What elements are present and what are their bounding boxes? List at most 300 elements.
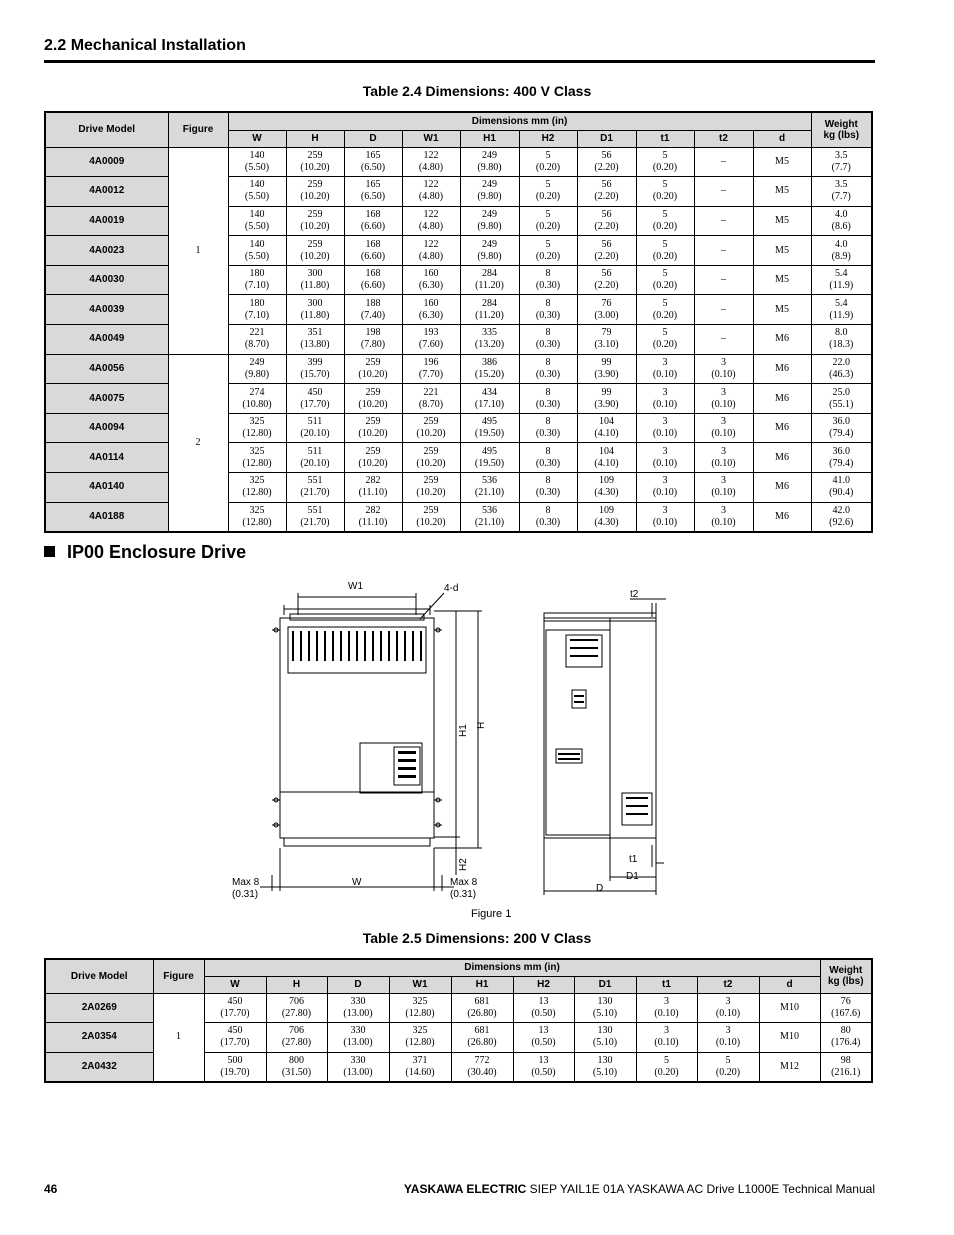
dimension-cell	[228, 177, 286, 207]
figure-cell: 1	[168, 147, 228, 354]
dimension-cell	[694, 265, 753, 295]
dimension-cell	[402, 443, 460, 473]
value-mm: 140	[249, 238, 265, 250]
value-in: (13.80)	[300, 339, 330, 351]
dimension-cell	[286, 354, 344, 384]
dimension-cell	[753, 473, 811, 503]
value-mm: 3	[725, 995, 731, 1007]
dimension-cell	[519, 236, 577, 266]
front-top-lip	[290, 614, 424, 620]
dimension-cell	[636, 147, 694, 177]
enclosure-drawing	[220, 575, 680, 905]
dimension-cell	[402, 413, 460, 443]
dimension-cell	[697, 1052, 759, 1082]
dimension-cell	[266, 993, 327, 1023]
value-in: (14.60)	[405, 1066, 435, 1078]
weight-cell	[811, 443, 872, 473]
value-mm: M10	[780, 1031, 799, 1043]
dimension-cell	[451, 1023, 513, 1053]
value-mm: 196	[423, 356, 439, 368]
weight-kg: 4.0	[835, 208, 848, 220]
dimension-cell	[460, 384, 519, 414]
weight-kg: 5.4	[835, 268, 848, 280]
value-in: (0.10)	[711, 398, 736, 410]
value-in: (10.20)	[358, 368, 388, 380]
value-mm: 5	[545, 238, 551, 250]
dimension-cell	[577, 177, 636, 207]
dimension-cell	[460, 265, 519, 295]
value-mm: 140	[249, 149, 265, 161]
value-mm: 681	[474, 1025, 490, 1037]
dimension-cell	[286, 325, 344, 355]
value-mm: 140	[249, 179, 265, 191]
value-in: (10.20)	[416, 516, 446, 528]
dimension-cell	[204, 1023, 266, 1053]
value-mm: 3	[662, 445, 668, 457]
weight-kg: 8.0	[835, 327, 848, 339]
value-mm: M5	[775, 155, 789, 167]
weight-lbs: (90.4)	[829, 487, 854, 499]
value-mm: M5	[775, 274, 789, 286]
dimension-cell	[344, 473, 402, 503]
col-header-dimensions: Dimensions mm (in)	[204, 959, 820, 976]
value-mm: –	[721, 244, 726, 256]
value-mm: 274	[249, 386, 265, 398]
dimension-cell	[694, 147, 753, 177]
col-header-h1: H1	[460, 130, 519, 147]
value-in: (30.40)	[467, 1066, 497, 1078]
value-mm: 122	[423, 208, 439, 220]
value-mm: 536	[482, 475, 497, 487]
dimension-cell	[344, 354, 402, 384]
footer-page-number: 46	[44, 1182, 58, 1196]
drive-model-cell: 4A0012	[45, 177, 168, 207]
value-in: (20.10)	[300, 428, 330, 440]
value-in: (10.80)	[242, 398, 272, 410]
drive-model-cell: 4A0056	[45, 354, 168, 384]
value-in: (0.10)	[715, 1007, 741, 1019]
value-mm: 180	[249, 268, 265, 280]
dimension-cell	[519, 354, 577, 384]
value-in: (12.80)	[405, 1007, 435, 1019]
dimension-cell	[636, 502, 694, 532]
dimension-cell	[694, 354, 753, 384]
value-in: (17.70)	[220, 1007, 250, 1019]
weight-lbs: (8.9)	[831, 250, 851, 262]
value-in: (0.50)	[531, 1037, 556, 1049]
value-mm: 8	[545, 356, 551, 368]
value-mm: 249	[249, 356, 265, 368]
value-mm: M6	[775, 451, 789, 463]
weight-cell	[811, 147, 872, 177]
value-in: (0.30)	[535, 428, 561, 440]
dimension-cell	[286, 177, 344, 207]
value-mm: 259	[307, 208, 323, 220]
dimension-cell	[519, 295, 577, 325]
value-mm: 3	[662, 356, 668, 368]
dimension-cell	[460, 236, 519, 266]
value-mm: –	[721, 185, 726, 197]
dimension-cell	[228, 384, 286, 414]
dimension-cell	[753, 236, 811, 266]
value-mm: 551	[307, 475, 323, 487]
value-mm: 259	[307, 149, 323, 161]
value-in: (11.80)	[300, 309, 330, 321]
value-mm: M6	[775, 392, 789, 404]
weight-lbs: (176.4)	[831, 1037, 861, 1049]
figure-cell: 1	[153, 993, 204, 1082]
value-mm: 325	[249, 475, 265, 487]
value-mm: 335	[482, 327, 497, 339]
value-mm: 259	[365, 386, 381, 398]
drive-model-cell: 4A0049	[45, 325, 168, 355]
value-mm: 551	[307, 504, 323, 516]
dimension-cell	[753, 147, 811, 177]
value-mm: 180	[249, 297, 265, 309]
section-heading: 2.2 Mechanical Installation	[44, 37, 246, 54]
value-mm: M6	[775, 362, 789, 374]
label-t2: t2	[630, 589, 639, 600]
value-in: (0.50)	[531, 1007, 556, 1019]
col-header-weight	[811, 112, 872, 147]
dimension-cell	[694, 325, 753, 355]
figure-caption: Figure 1	[471, 908, 512, 920]
weight-kg: 4.0	[835, 238, 848, 250]
dimension-cell	[519, 325, 577, 355]
value-in: (4.80)	[418, 191, 444, 203]
dimension-cell	[402, 384, 460, 414]
dimension-cell	[402, 295, 460, 325]
value-mm: 5	[662, 327, 668, 339]
table-200v-body	[45, 993, 872, 1082]
dimension-cell	[519, 502, 577, 532]
value-in: (7.70)	[418, 368, 444, 380]
drive-model-cell: 4A0140	[45, 473, 168, 503]
value-mm: 160	[423, 268, 439, 280]
weight-lbs: (92.6)	[829, 516, 854, 528]
value-in: (3.00)	[594, 309, 619, 321]
weight-cell	[820, 993, 872, 1023]
value-in: (27.80)	[281, 1007, 312, 1019]
label-w1: W1	[348, 581, 363, 592]
value-mm: 351	[307, 327, 323, 339]
dimension-cell	[577, 206, 636, 236]
weight-lbs: (55.1)	[829, 398, 854, 410]
value-mm: 99	[601, 356, 612, 368]
value-mm: 122	[423, 238, 439, 250]
value-mm: 3	[725, 1025, 731, 1037]
value-in: (0.30)	[535, 280, 561, 292]
value-mm: –	[721, 155, 726, 167]
weight-cell	[811, 206, 872, 236]
value-mm: 221	[249, 327, 265, 339]
col-header-dd: d	[759, 976, 820, 993]
value-in: (5.50)	[244, 220, 270, 232]
value-mm: 259	[423, 416, 439, 428]
value-mm: 13	[538, 995, 549, 1007]
value-mm: 3	[721, 416, 726, 428]
value-in: (0.10)	[711, 516, 736, 528]
square-bullet-icon	[44, 546, 55, 557]
side-vent-low	[556, 749, 582, 763]
value-mm: 5	[662, 179, 668, 191]
value-mm: 104	[599, 445, 614, 457]
value-mm: M6	[775, 422, 789, 434]
col-header-d1: D1	[577, 130, 636, 147]
dimension-cell	[513, 1023, 574, 1053]
value-in: (5.10)	[592, 1066, 618, 1078]
dimension-cell	[577, 384, 636, 414]
value-in: (0.10)	[652, 457, 678, 469]
value-mm: 3	[721, 386, 726, 398]
value-in: (7.80)	[360, 339, 386, 351]
value-in: (12.80)	[242, 516, 272, 528]
dimension-cell	[286, 265, 344, 295]
value-mm: 800	[289, 1054, 304, 1066]
dimension-cell	[577, 236, 636, 266]
value-in: (0.10)	[711, 457, 736, 469]
dimension-cell	[344, 384, 402, 414]
weight-kg: 36.0	[832, 416, 851, 428]
value-mm: 681	[474, 995, 490, 1007]
dimension-cell	[577, 502, 636, 532]
value-in: (9.80)	[477, 250, 502, 262]
dimension-cell	[753, 295, 811, 325]
value-in: (2.20)	[594, 161, 619, 173]
dimension-cell	[577, 295, 636, 325]
value-in: (0.10)	[711, 487, 736, 499]
value-in: (10.20)	[300, 250, 330, 262]
drive-model-cell: 4A0023	[45, 236, 168, 266]
value-mm: 76	[601, 297, 612, 309]
dimension-cell	[694, 236, 753, 266]
value-in: (0.30)	[535, 368, 561, 380]
dimension-cell	[204, 1052, 266, 1082]
dimension-cell	[344, 325, 402, 355]
col-header-weight	[820, 959, 872, 993]
value-in: (26.80)	[467, 1007, 497, 1019]
weight-cell	[811, 177, 872, 207]
dimension-cell	[636, 993, 697, 1023]
dimension-cell	[577, 473, 636, 503]
value-in: (27.80)	[281, 1037, 312, 1049]
value-mm: 3	[662, 475, 668, 487]
weight-lbs: (11.9)	[829, 280, 854, 292]
table-row	[45, 147, 872, 177]
value-mm: 511	[307, 445, 323, 457]
value-mm: –	[721, 214, 726, 226]
value-mm: –	[721, 274, 726, 286]
value-in: (4.30)	[594, 516, 619, 528]
value-in: (15.20)	[474, 368, 505, 380]
dimension-cell	[266, 1052, 327, 1082]
value-mm: 13	[538, 1054, 549, 1066]
value-in: (4.80)	[418, 161, 444, 173]
dimension-cell	[460, 413, 519, 443]
value-mm: 249	[482, 179, 497, 191]
dimension-cell	[519, 265, 577, 295]
dimension-cell	[513, 993, 574, 1023]
value-in: (4.30)	[594, 487, 619, 499]
value-mm: 165	[365, 149, 381, 161]
dimension-cell	[753, 384, 811, 414]
dimension-cell	[286, 295, 344, 325]
weight-cell	[811, 473, 872, 503]
value-in: (0.20)	[654, 1066, 679, 1078]
value-in: (6.50)	[360, 191, 386, 203]
dimension-cell	[460, 443, 519, 473]
dimension-cell	[286, 384, 344, 414]
value-mm: 511	[307, 416, 323, 428]
value-mm: 8	[545, 386, 551, 398]
value-in: (0.30)	[535, 398, 561, 410]
dimension-cell	[228, 354, 286, 384]
value-in: (11.20)	[475, 280, 504, 292]
weight-kg: 76	[840, 995, 851, 1007]
value-in: (0.30)	[535, 516, 561, 528]
value-in: (7.10)	[244, 309, 270, 321]
value-in: (21.10)	[474, 516, 505, 528]
value-mm: M5	[775, 185, 789, 197]
value-in: (15.70)	[300, 368, 330, 380]
value-in: (2.20)	[594, 250, 619, 262]
value-in: (5.50)	[244, 250, 270, 262]
label-w: W	[352, 877, 362, 888]
dimension-cell	[519, 443, 577, 473]
value-in: (0.10)	[711, 428, 736, 440]
dimension-cell	[344, 443, 402, 473]
weight-cell	[811, 502, 872, 532]
value-in: (6.30)	[418, 280, 444, 292]
value-mm: 536	[482, 504, 497, 516]
drive-model-cell: 4A0094	[45, 413, 168, 443]
value-mm: –	[721, 303, 726, 315]
value-mm: 300	[307, 268, 323, 280]
value-mm: 8	[545, 445, 551, 457]
value-mm: 109	[599, 504, 614, 516]
dimension-cell	[753, 206, 811, 236]
value-mm: 109	[599, 475, 614, 487]
value-in: (11.10)	[358, 516, 388, 528]
dimension-cell	[344, 413, 402, 443]
dimension-cell	[753, 443, 811, 473]
value-in: (10.20)	[416, 457, 446, 469]
dimension-cell	[694, 413, 753, 443]
drive-model-cell: 2A0354	[45, 1023, 153, 1053]
dimension-cell	[402, 177, 460, 207]
value-mm: 259	[307, 179, 323, 191]
weight-lbs: (79.4)	[829, 457, 854, 469]
table-row	[45, 993, 872, 1023]
value-mm: 399	[307, 356, 323, 368]
footer-doc	[404, 1182, 875, 1196]
value-in: (0.30)	[535, 339, 561, 351]
col-header-t1: t1	[636, 130, 694, 147]
weight-header-line1: Weight	[824, 118, 858, 130]
dimension-cell	[402, 236, 460, 266]
value-mm: 5	[664, 1054, 669, 1066]
value-in: (9.80)	[477, 220, 502, 232]
value-in: (0.30)	[535, 309, 561, 321]
dimension-cell	[460, 325, 519, 355]
value-in: (3.10)	[594, 339, 619, 351]
value-mm: 56	[601, 208, 612, 220]
value-in: (3.90)	[594, 368, 619, 380]
table-200-caption: Table 2.5 Dimensions: 200 V Class	[362, 930, 592, 946]
dimension-cell	[286, 206, 344, 236]
value-in: (11.20)	[475, 309, 504, 321]
dimension-cell	[519, 177, 577, 207]
dimension-cell	[694, 206, 753, 236]
value-in: (0.20)	[652, 280, 678, 292]
dimension-cell	[636, 1023, 697, 1053]
weight-lbs: (7.7)	[831, 161, 851, 173]
value-in: (0.10)	[711, 368, 736, 380]
weight-kg: 80	[840, 1025, 851, 1037]
value-mm: 168	[365, 238, 381, 250]
dimension-cell	[753, 502, 811, 532]
value-mm: 325	[412, 1025, 428, 1037]
value-mm: 249	[482, 208, 497, 220]
value-in: (5.10)	[592, 1007, 618, 1019]
col-header-h2: H2	[519, 130, 577, 147]
value-mm: M5	[775, 244, 789, 256]
dimension-cell	[402, 473, 460, 503]
value-mm: 140	[249, 208, 265, 220]
dimension-cell	[228, 206, 286, 236]
section-rule	[44, 60, 875, 63]
value-mm: M6	[775, 481, 789, 493]
value-in: (17.70)	[220, 1037, 250, 1049]
dimension-cell	[402, 325, 460, 355]
value-mm: 221	[423, 386, 439, 398]
value-in: (12.80)	[242, 487, 272, 499]
value-in: (4.80)	[418, 220, 444, 232]
value-in: (6.60)	[360, 220, 386, 232]
col-header-d: D	[327, 976, 389, 993]
value-mm: 99	[601, 386, 612, 398]
value-in: (5.50)	[244, 161, 270, 173]
weight-cell	[811, 325, 872, 355]
dimension-cell	[636, 325, 694, 355]
dimension-cell	[753, 325, 811, 355]
value-in: (10.20)	[416, 487, 446, 499]
dimension-cell	[228, 413, 286, 443]
label-t1: t1	[629, 854, 638, 865]
drive-model-cell: 4A0188	[45, 502, 168, 532]
value-in: (0.10)	[652, 368, 678, 380]
weight-lbs: (18.3)	[829, 339, 854, 351]
value-mm: 386	[482, 356, 497, 368]
footer-doc-title: SIEP YAIL1E 01A YASKAWA AC Drive L1000E Technical Manual	[526, 1182, 875, 1196]
value-mm: 130	[597, 995, 613, 1007]
value-in: (21.70)	[300, 487, 330, 499]
weight-cell	[811, 265, 872, 295]
value-in: (13.00)	[343, 1066, 373, 1078]
label-4d: 4-d	[444, 583, 459, 594]
value-mm: 5	[545, 208, 551, 220]
weight-lbs: (7.7)	[831, 191, 851, 203]
value-mm: 198	[365, 327, 381, 339]
value-in: (3.90)	[594, 398, 619, 410]
value-in: (10.20)	[300, 161, 330, 173]
dimension-cell	[636, 473, 694, 503]
value-in: (0.30)	[535, 487, 561, 499]
value-mm: 300	[307, 297, 323, 309]
value-mm: 495	[482, 416, 497, 428]
value-mm: 325	[249, 445, 265, 457]
dimension-cell	[694, 473, 753, 503]
